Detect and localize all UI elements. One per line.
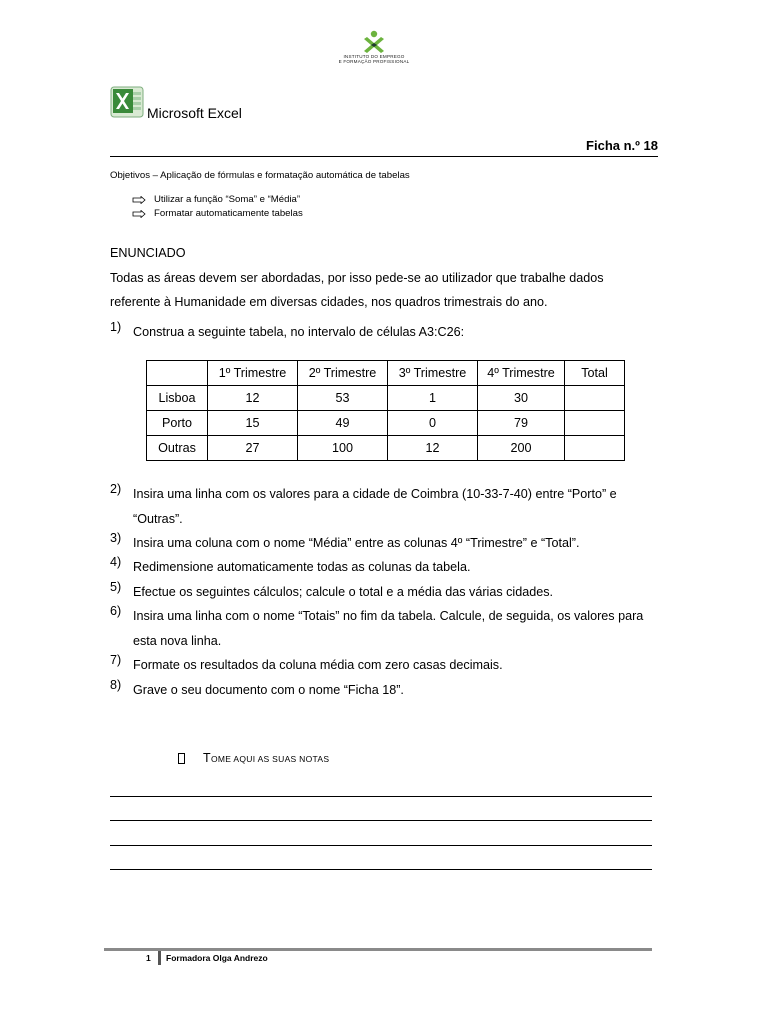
table-cell: 200	[478, 436, 565, 461]
task-number: 7)	[110, 653, 122, 667]
enunciado-line: referente à Humanidade em diversas cidades, nos quadros trimestrais do ano.	[110, 295, 548, 310]
table-cell: 49	[298, 411, 388, 436]
table-cell: 30	[478, 386, 565, 411]
table-cell: 79	[478, 411, 565, 436]
table-header-cell	[147, 361, 208, 386]
note-line	[110, 796, 652, 797]
task-text: Insira uma linha com o nome “Totais” no fim da tabela. Calcule, de seguida, os valores para	[133, 609, 644, 623]
task-text: Construa a seguinte tabela, no intervalo de células A3:C26:	[133, 325, 465, 339]
task-number: 8)	[110, 678, 122, 692]
table-header-cell: 2º Trimestre	[298, 361, 388, 386]
task-number: 6)	[110, 604, 122, 618]
footer-separator	[158, 951, 161, 965]
table-cell: Porto	[147, 411, 208, 436]
notes-bullet-icon	[178, 753, 185, 764]
enunciado-block	[110, 241, 670, 315]
task-number: 4)	[110, 555, 122, 569]
table-cell	[565, 386, 625, 411]
objective-text: Formatar automaticamente tabelas	[154, 208, 303, 219]
pointer-hand-icon	[132, 196, 146, 204]
task-text: esta nova linha.	[133, 633, 222, 648]
table-header-row	[147, 361, 625, 386]
table-cell: 27	[208, 436, 298, 461]
enunciado-line: Todas as áreas devem ser abordadas, por isso pede-se ao utilizador que trabalhe dados	[110, 270, 604, 285]
table-cell: 0	[388, 411, 478, 436]
notes-title	[203, 751, 329, 765]
table-header-cell: 3º Trimestre	[388, 361, 478, 386]
task-number: 3)	[110, 531, 122, 545]
task-text: Efectue os seguintes cálculos; calcule o total e a média das várias cidades.	[133, 585, 554, 599]
footer-bar	[104, 948, 652, 951]
task-text: Insira uma coluna com o nome “Média” entre as colunas 4º “Trimestre” e “Total”.	[133, 536, 580, 550]
objective-item	[132, 194, 300, 205]
objective-text: Utilizar a função “Soma” e “Média”	[154, 194, 301, 205]
footer-author: Formadora Olga Andrezo	[166, 953, 268, 963]
task-text: Redimensione automaticamente todas as colunas da tabela.	[133, 560, 471, 574]
table-cell: 1	[388, 386, 478, 411]
table-row	[147, 436, 625, 461]
note-line	[110, 869, 652, 870]
task-text: Insira uma linha com os valores para a cidade de Coimbra (10-33-7-40) entre “Porto” e	[133, 487, 617, 501]
notes-title-rest: OME AQUI AS SUAS NOTAS	[210, 754, 330, 764]
task-text: Formate os resultados da coluna média com zero casas decimais.	[133, 658, 503, 672]
table-cell: 12	[208, 386, 298, 411]
table-cell: 53	[298, 386, 388, 411]
app-title: Microsoft Excel	[147, 105, 242, 121]
table-cell: 12	[388, 436, 478, 461]
note-line	[110, 845, 652, 846]
table-cell: Lisboa	[147, 386, 208, 411]
table-header-cell: 1º Trimestre	[208, 361, 298, 386]
objectives-title: Objetivos – Aplicação de fórmulas e formatação automática de tabelas	[110, 170, 410, 181]
header-rule	[110, 156, 658, 157]
table-row	[147, 411, 625, 436]
objective-item	[132, 208, 303, 219]
task-number: 5)	[110, 580, 122, 594]
table-cell	[565, 436, 625, 461]
task-text: “Outras”.	[133, 511, 183, 526]
table-cell: Outras	[147, 436, 208, 461]
excel-icon	[110, 86, 144, 118]
notes-title-initial: T	[203, 751, 211, 765]
task-number: 2)	[110, 482, 122, 496]
enunciado-heading: ENUNCIADO	[110, 246, 186, 260]
pointer-hand-icon	[132, 210, 146, 218]
table-cell: 15	[208, 411, 298, 436]
page-number: 1	[146, 953, 151, 963]
iefp-logo	[334, 30, 414, 68]
ficha-number: Ficha n.º 18	[586, 138, 658, 153]
table-header-cell: 4º Trimestre	[478, 361, 565, 386]
task-text: Grave o seu documento com o nome “Ficha 18”.	[133, 683, 404, 697]
data-table	[146, 360, 625, 461]
logo-line-2: E FORMAÇÃO PROFISSIONAL	[338, 59, 410, 64]
table-cell	[565, 411, 625, 436]
table-header-cell: Total	[565, 361, 625, 386]
table-row	[147, 386, 625, 411]
note-line	[110, 820, 652, 821]
table-cell: 100	[298, 436, 388, 461]
logo-line-1: INSTITUTO DO EMPREGO	[343, 54, 405, 59]
iefp-logo-icon	[361, 30, 387, 54]
task-number: 1)	[110, 320, 122, 334]
